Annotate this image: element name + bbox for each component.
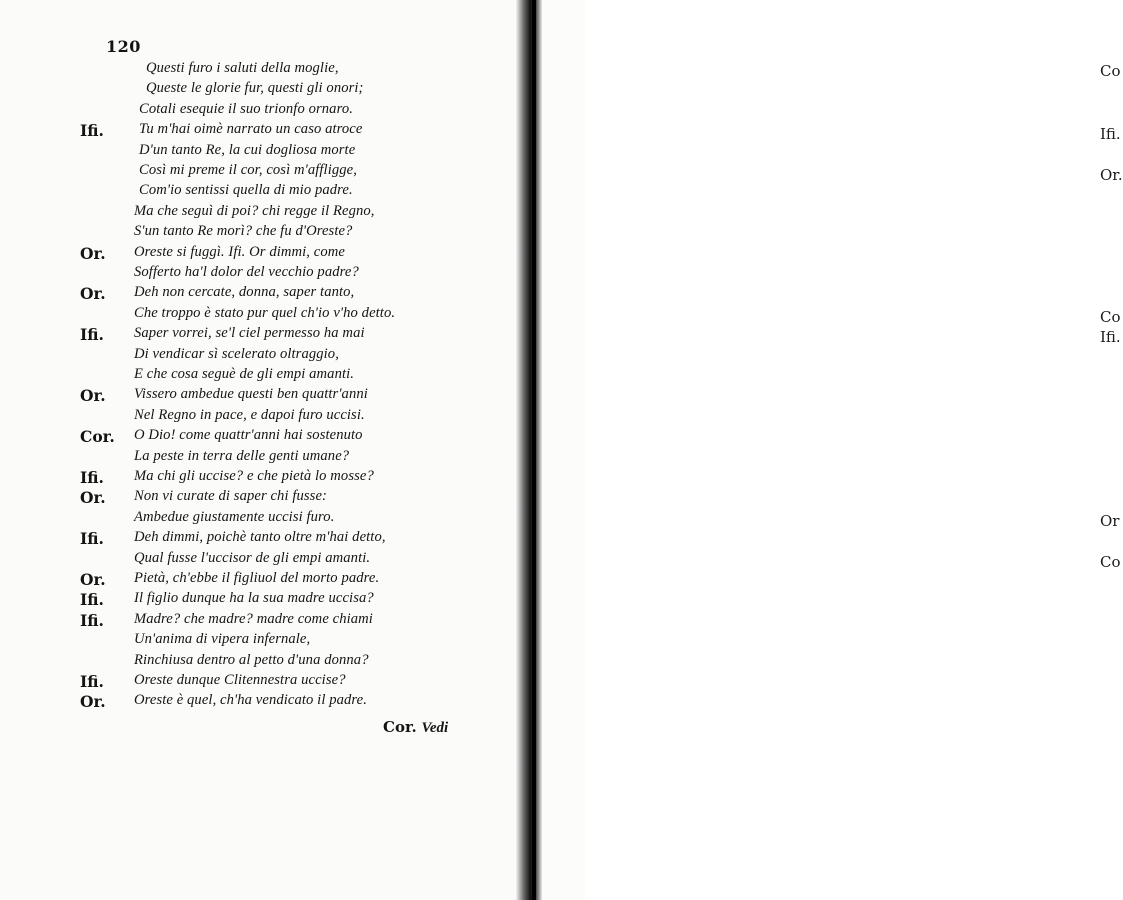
verse-text: Cotali esequie il suo trionfo ornaro. <box>139 100 353 117</box>
speaker-label: Or. <box>80 570 106 589</box>
facing-page-fragment: Ifi. <box>1100 328 1121 346</box>
speaker-label: Or. <box>80 692 106 712</box>
speaker-label: Ifi. <box>80 590 104 610</box>
verse-text: Saper vorrei, se'l ciel permesso ha mai <box>134 325 365 342</box>
verse-text: Il figlio dunque ha la sua madre uccisa? <box>134 590 374 607</box>
page-number: 120 <box>106 37 141 56</box>
verse-text: Di vendicar sì scelerato oltraggio, <box>134 345 339 362</box>
speaker-label: Ifi. <box>80 121 104 141</box>
speaker-label: Ifi. <box>80 468 104 487</box>
facing-page-fragment: Ifi. <box>1100 125 1121 143</box>
catchword-word: Vedi <box>421 720 449 736</box>
gutter-shadow <box>532 0 536 900</box>
speaker-label: Ifi. <box>80 325 104 345</box>
speaker-label: Or. <box>80 386 106 406</box>
verse-text: Un'anima di vipera infernale, <box>134 631 311 648</box>
verse-text: S'un tanto Re morì? che fu d'Oreste? <box>134 223 353 240</box>
verse-text: Nel Regno in pace, e dapoi furo uccisi. <box>134 406 365 423</box>
verse-text: Queste le glorie fur, questi gli onori; <box>146 80 364 97</box>
facing-page-fragment: Or <box>1100 512 1120 530</box>
book-gutter <box>516 0 542 900</box>
verse-text: Ma chi gli uccise? e che pietà lo mosse? <box>134 468 374 484</box>
facing-page-fragment: Or. <box>1100 166 1123 184</box>
verse-text: Sofferto ha'l dolor del vecchio padre? <box>134 264 359 280</box>
facing-page-fragment: Co <box>1100 62 1121 80</box>
speaker-label: Or. <box>80 243 106 263</box>
verse-text: Deh dimmi, poichè tanto oltre m'hai detto, <box>134 529 386 546</box>
catchword-speaker: Cor. <box>383 718 417 736</box>
verse-text: La peste in terra delle genti umane? <box>134 447 350 464</box>
facing-page-fragment: Co <box>1100 553 1121 571</box>
verse-text: Questi furo i saluti della moglie, <box>146 60 339 76</box>
verse-text: Non vi curate di saper chi fusse: <box>134 488 327 505</box>
facing-page-fragment: Co <box>1100 308 1121 326</box>
verse-text: Qual fusse l'uccisor de gli empi amanti. <box>134 549 371 566</box>
speaker-label: Ifi. <box>80 529 104 549</box>
verse-text: Madre? che madre? madre come chiami <box>134 610 373 627</box>
verse-text: Ma che seguì di poi? chi regge il Regno, <box>134 202 375 219</box>
speaker-label: Ifi. <box>80 672 104 691</box>
catchword <box>383 718 448 737</box>
verse-text: Tu m'hai oimè narrato un caso atroce <box>139 121 363 138</box>
facing-page <box>542 0 1123 900</box>
speaker-label: Or. <box>80 284 106 304</box>
verse-text: Oreste dunque Clitennestra uccise? <box>134 672 346 688</box>
speaker-label: Ifi. <box>80 610 104 630</box>
verse-text: Com'io sentissi quella di mio padre. <box>139 182 353 199</box>
verse-text: Pietà, ch'ebbe il figliuol del morto padre. <box>134 570 380 586</box>
verse-text: Che troppo è stato pur quel ch'io v'ho detto. <box>134 304 396 321</box>
verse-text: O Dio! come quattr'anni hai sostenuto <box>134 427 363 444</box>
verse-text: Vissero ambedue questi ben quattr'anni <box>134 386 368 403</box>
speaker-label: Cor. <box>80 427 115 447</box>
verse-text: Rinchiusa dentro al petto d'una donna? <box>134 651 369 668</box>
verse-text: Deh non cercate, donna, saper tanto, <box>134 284 355 301</box>
verse-text: Così mi preme il cor, così m'affligge, <box>139 162 357 178</box>
verse-text: E che cosa seguè de gli empi amanti. <box>134 366 355 382</box>
verse-text: Oreste si fuggì. Ifi. Or dimmi, come <box>134 243 345 260</box>
speaker-label: Or. <box>80 488 106 508</box>
verse-text: Ambedue giustamente uccisi furo. <box>134 508 335 525</box>
verse-text: D'un tanto Re, la cui dogliosa morte <box>139 141 356 158</box>
verse-text: Oreste è quel, ch'ha vendicato il padre. <box>134 692 367 709</box>
